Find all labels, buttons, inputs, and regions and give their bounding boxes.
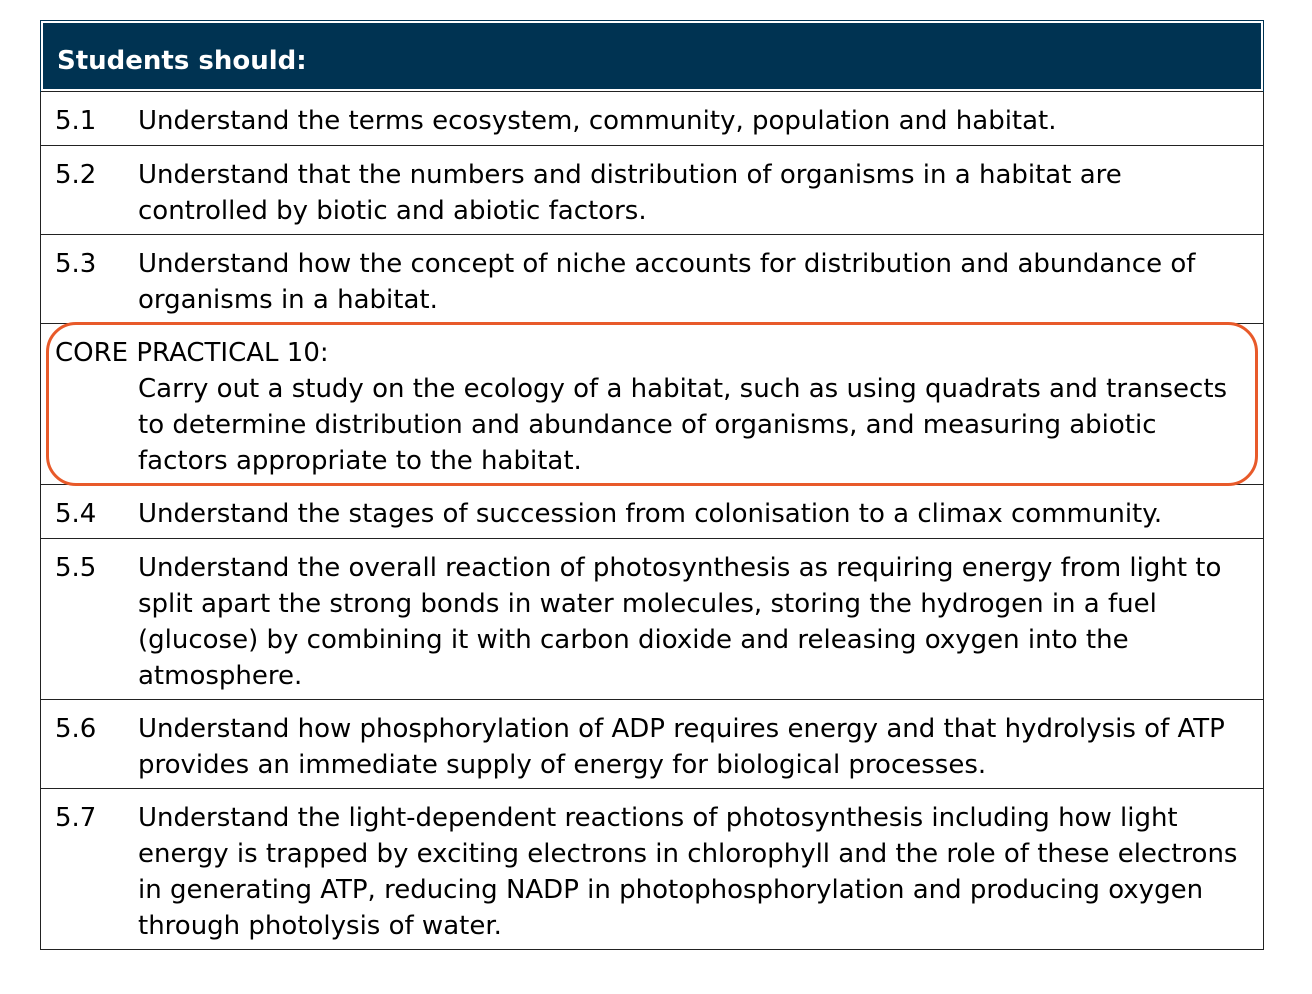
core-practical-text: Carry out a study on the ecology of a habitat, such as using quadrats and transects to determine distribution and abundance of organisms, and measuring abiotic factors appropriate to the habitat. (138, 374, 1228, 476)
table-row-5-4 (41, 484, 1263, 538)
row-number: 5.1 (55, 106, 97, 136)
row-text: Understand the overall reaction of photosynthesis as requiring energy from light to split apart the strong bonds in water molecules, storing the hydrogen in a fuel (glucose) by combining it with carbon dioxide and releasing oxygen into the atmosphere. (138, 553, 1222, 691)
row-number: 5.3 (55, 249, 97, 279)
row-text: Understand how phosphorylation of ADP requires energy and that hydrolysis of ATP provides an immediate supply of energy for biological processes. (138, 714, 1225, 780)
table-header (41, 21, 1263, 91)
table-row-5-6 (41, 699, 1263, 788)
row-number: 5.7 (55, 803, 97, 833)
row-number: 5.5 (55, 553, 97, 583)
table-row-5-3 (41, 234, 1263, 323)
table-row-5-1 (41, 91, 1263, 145)
table-row-5-2 (41, 145, 1263, 234)
row-text: Understand the light-dependent reactions of photosynthesis including how light energy is trapped by exciting electrons in chlorophyll and the role of these electrons in generating ATP, reducing NADP in photophosphorylation and producing oxygen through photolysis of water. (138, 803, 1238, 941)
table-row-5-7 (41, 788, 1263, 949)
row-number: 5.6 (55, 714, 97, 744)
row-text: Understand the stages of succession from colonisation to a climax community. (138, 499, 1163, 529)
row-number: 5.4 (55, 499, 97, 529)
specification-table (40, 20, 1264, 950)
table-row-5-5 (41, 538, 1263, 699)
row-text: Understand that the numbers and distribution of organisms in a habitat are controlled by biotic and abiotic factors. (138, 160, 1122, 226)
row-text: Understand the terms ecosystem, community, population and habitat. (138, 106, 1057, 136)
core-practical-title: CORE PRACTICAL 10: (55, 338, 329, 368)
row-text: Understand how the concept of niche accounts for distribution and abundance of organisms in a habitat. (138, 249, 1196, 315)
core-practical-row (41, 323, 1263, 484)
row-number: 5.2 (55, 160, 97, 190)
table-header-title: Students should: (57, 46, 307, 76)
